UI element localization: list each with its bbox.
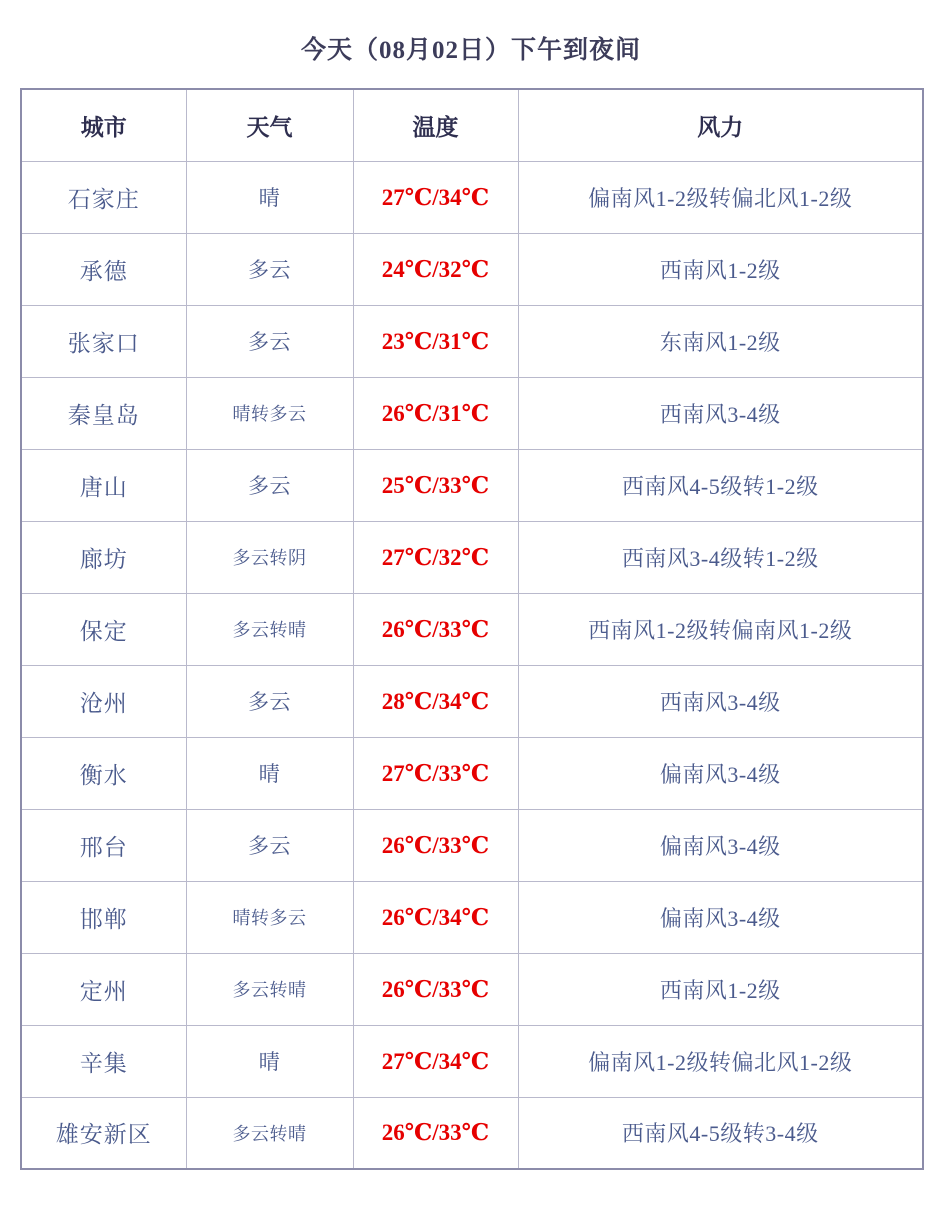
cell-temperature: 27℃/33℃ xyxy=(353,737,518,809)
cell-temperature: 27℃/32℃ xyxy=(353,521,518,593)
cell-wind: 偏南风3-4级 xyxy=(518,881,923,953)
cell-wind: 西南风3-4级转1-2级 xyxy=(518,521,923,593)
cell-wind: 西南风4-5级转3-4级 xyxy=(518,1097,923,1169)
cell-temperature: 26℃/33℃ xyxy=(353,1097,518,1169)
table-row xyxy=(21,593,923,665)
cell-weather: 多云转晴 xyxy=(186,593,353,665)
cell-wind: 偏南风1-2级转偏北风1-2级 xyxy=(518,1025,923,1097)
cell-temperature: 25℃/33℃ xyxy=(353,449,518,521)
cell-weather: 多云 xyxy=(186,665,353,737)
cell-city: 保定 xyxy=(21,593,186,665)
cell-temperature: 26℃/31℃ xyxy=(353,377,518,449)
table-row xyxy=(21,737,923,809)
cell-temperature: 26℃/34℃ xyxy=(353,881,518,953)
cell-weather: 多云转晴 xyxy=(186,1097,353,1169)
cell-city: 秦皇岛 xyxy=(21,377,186,449)
table-row xyxy=(21,377,923,449)
bottom-spacer xyxy=(0,1170,942,1210)
cell-city: 承德 xyxy=(21,233,186,305)
cell-city: 邯郸 xyxy=(21,881,186,953)
column-header-weather: 天气 xyxy=(186,89,353,161)
cell-temperature: 24℃/32℃ xyxy=(353,233,518,305)
cell-city: 唐山 xyxy=(21,449,186,521)
cell-temperature: 26℃/33℃ xyxy=(353,809,518,881)
table-row xyxy=(21,449,923,521)
cell-temperature: 27℃/34℃ xyxy=(353,1025,518,1097)
cell-wind: 西南风3-4级 xyxy=(518,665,923,737)
cell-temperature: 26℃/33℃ xyxy=(353,593,518,665)
table-row xyxy=(21,233,923,305)
cell-weather: 晴转多云 xyxy=(186,881,353,953)
cell-weather: 多云 xyxy=(186,305,353,377)
table-row xyxy=(21,809,923,881)
table-row xyxy=(21,665,923,737)
table-row xyxy=(21,1097,923,1169)
cell-wind: 西南风3-4级 xyxy=(518,377,923,449)
cell-weather: 晴 xyxy=(186,1025,353,1097)
cell-wind: 偏南风3-4级 xyxy=(518,737,923,809)
cell-wind: 偏南风1-2级转偏北风1-2级 xyxy=(518,161,923,233)
cell-temperature: 28℃/34℃ xyxy=(353,665,518,737)
column-header-temperature: 温度 xyxy=(353,89,518,161)
column-header-city: 城市 xyxy=(21,89,186,161)
column-header-wind: 风力 xyxy=(518,89,923,161)
table-header xyxy=(21,89,923,161)
cell-weather: 多云转阴 xyxy=(186,521,353,593)
weather-table xyxy=(20,88,924,1170)
cell-temperature: 23℃/31℃ xyxy=(353,305,518,377)
table-body xyxy=(21,161,923,1169)
cell-city: 张家口 xyxy=(21,305,186,377)
table-row xyxy=(21,521,923,593)
cell-city: 辛集 xyxy=(21,1025,186,1097)
cell-city: 雄安新区 xyxy=(21,1097,186,1169)
cell-weather: 多云 xyxy=(186,449,353,521)
cell-city: 廊坊 xyxy=(21,521,186,593)
cell-wind: 东南风1-2级 xyxy=(518,305,923,377)
table-row xyxy=(21,881,923,953)
table-row xyxy=(21,1025,923,1097)
cell-city: 石家庄 xyxy=(21,161,186,233)
cell-weather: 晴转多云 xyxy=(186,377,353,449)
page-title: 今天（08月02日）下午到夜间 xyxy=(300,37,641,64)
table-row xyxy=(21,953,923,1025)
cell-city: 邢台 xyxy=(21,809,186,881)
cell-city: 定州 xyxy=(21,953,186,1025)
table-header-row xyxy=(21,89,923,161)
cell-weather: 晴 xyxy=(186,161,353,233)
cell-wind: 偏南风3-4级 xyxy=(518,809,923,881)
cell-city: 沧州 xyxy=(21,665,186,737)
cell-city: 衡水 xyxy=(21,737,186,809)
cell-weather: 多云 xyxy=(186,233,353,305)
cell-temperature: 26℃/33℃ xyxy=(353,953,518,1025)
cell-weather: 多云 xyxy=(186,809,353,881)
cell-wind: 西南风1-2级 xyxy=(518,233,923,305)
table-row xyxy=(21,161,923,233)
cell-wind: 西南风4-5级转1-2级 xyxy=(518,449,923,521)
cell-weather: 晴 xyxy=(186,737,353,809)
cell-wind: 西南风1-2级 xyxy=(518,953,923,1025)
cell-wind: 西南风1-2级转偏南风1-2级 xyxy=(518,593,923,665)
cell-weather: 多云转晴 xyxy=(186,953,353,1025)
cell-temperature: 27℃/34℃ xyxy=(353,161,518,233)
table-row xyxy=(21,305,923,377)
